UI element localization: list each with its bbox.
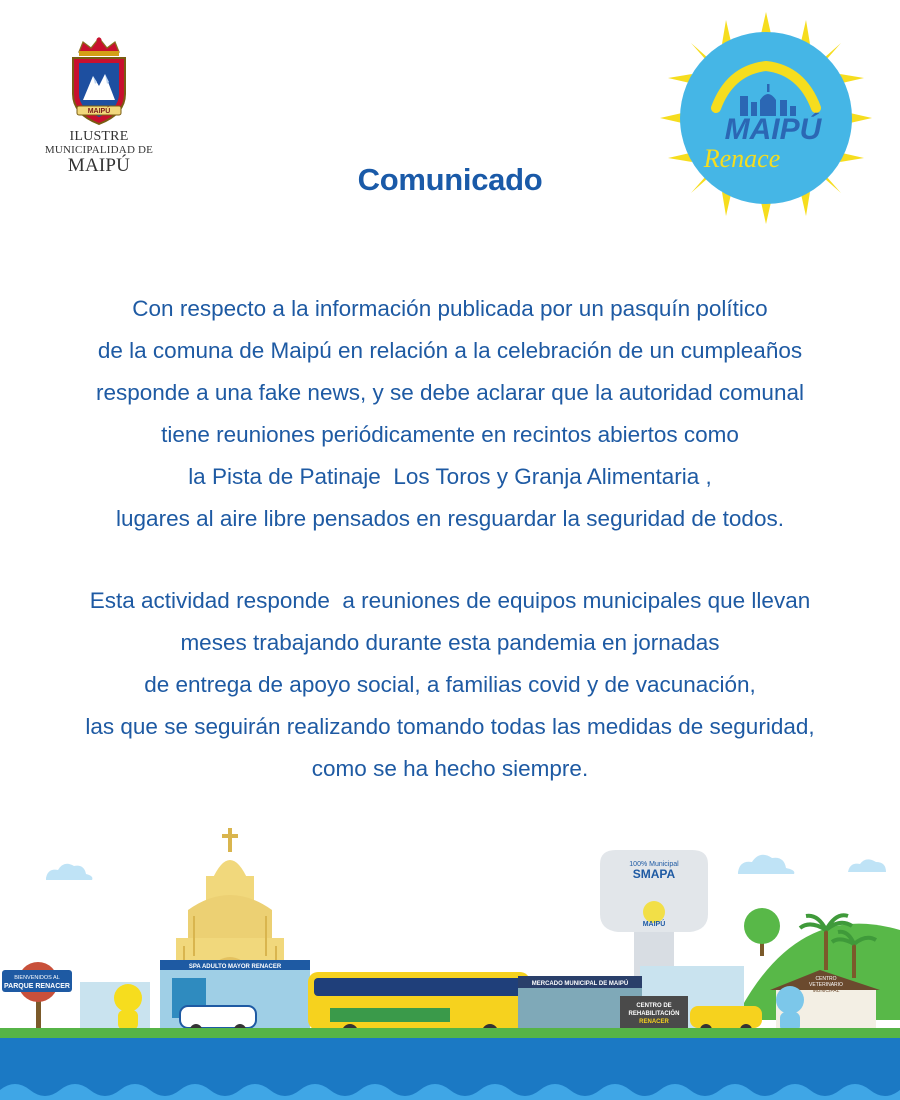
municipality-crest	[40, 36, 158, 176]
paragraph-1-line: la Pista de Patinaje Los Toros y Granja Alimentaria ,	[188, 464, 712, 489]
city-illustration	[0, 820, 900, 1100]
maipu-renace-logo	[660, 12, 872, 224]
vet-sign-line-2: VETERINARIO	[809, 982, 843, 988]
mascot-icon	[776, 986, 804, 1032]
logo-script-text: Renace	[703, 144, 781, 173]
spa-sign: SPA ADULTO MAYOR RENACER	[188, 964, 282, 970]
welcome-sign-line-2: PARQUE RENACER	[4, 983, 70, 990]
paragraph-1-line: Con respecto a la información publicada por un pasquín político	[132, 296, 768, 321]
paragraph-1-line: de la comuna de Maipú en relación a la celebración de un cumpleaños	[97, 338, 803, 363]
page-title: Comunicado	[357, 162, 543, 197]
market-sign: MERCADO MUNICIPAL DE MAIPÚ	[531, 981, 629, 987]
paragraph-2-line: Esta actividad responde a reuniones de equipos municipales que llevan	[89, 588, 811, 613]
rehab-sign-line-1: CENTRO DE	[636, 1003, 672, 1009]
paragraph-2-line: de entrega de apoyo social, a familias covid y de vacunación,	[144, 672, 756, 697]
rehab-sign-line-3: RENACER	[639, 1019, 669, 1025]
paragraph-2	[0, 580, 900, 790]
crest-line-2: MUNICIPALIDAD DE	[44, 143, 154, 156]
cloud-icon	[46, 864, 92, 880]
tower-name-label: SMAPA	[632, 867, 676, 881]
mascot-icon	[114, 984, 142, 1030]
tower-top-label: 100% Municipal	[629, 861, 679, 868]
vet-sign-line-1: CENTRO	[815, 976, 837, 982]
paragraph-2-line: meses trabajando durante esta pandemia en jornadas	[180, 630, 720, 655]
welcome-sign	[2, 970, 72, 992]
crest-line-3: MAIPÚ	[67, 155, 131, 177]
welcome-sign-line-1: BIENVENIDOS AL	[14, 975, 60, 981]
vet-sign-line-3: MUNICIPAL	[812, 988, 840, 994]
paragraph-1	[0, 288, 900, 540]
crest-banner-text: MAIPÚ	[87, 108, 111, 115]
paragraph-2-line: como se ha hecho siempre.	[311, 756, 589, 781]
rehab-sign-line-2: REHABILITACIÓN	[628, 1011, 680, 1017]
paragraph-2-line: las que se seguirán realizando tomando todas las medidas de seguridad,	[85, 714, 815, 739]
paragraph-1-line: responde a una fake news, y se debe aclarar que la autoridad comunal	[96, 380, 804, 405]
tree-icon	[744, 908, 780, 956]
water-tower-icon	[600, 850, 708, 980]
paragraph-1-line: lugares al aire libre pensados en resguardar la seguridad de todos.	[116, 506, 784, 531]
cloud-icon	[848, 859, 886, 872]
coat-of-arms-icon	[67, 36, 131, 128]
crest-line-1: ILUSTRE	[69, 129, 129, 144]
paragraph-1-line: tiene reuniones periódicamente en recintos abiertos como	[161, 422, 739, 447]
cloud-icon	[738, 855, 794, 874]
tower-logo-label: MAIPÚ	[642, 921, 666, 928]
logo-main-text: MAIPÚ	[724, 113, 822, 146]
